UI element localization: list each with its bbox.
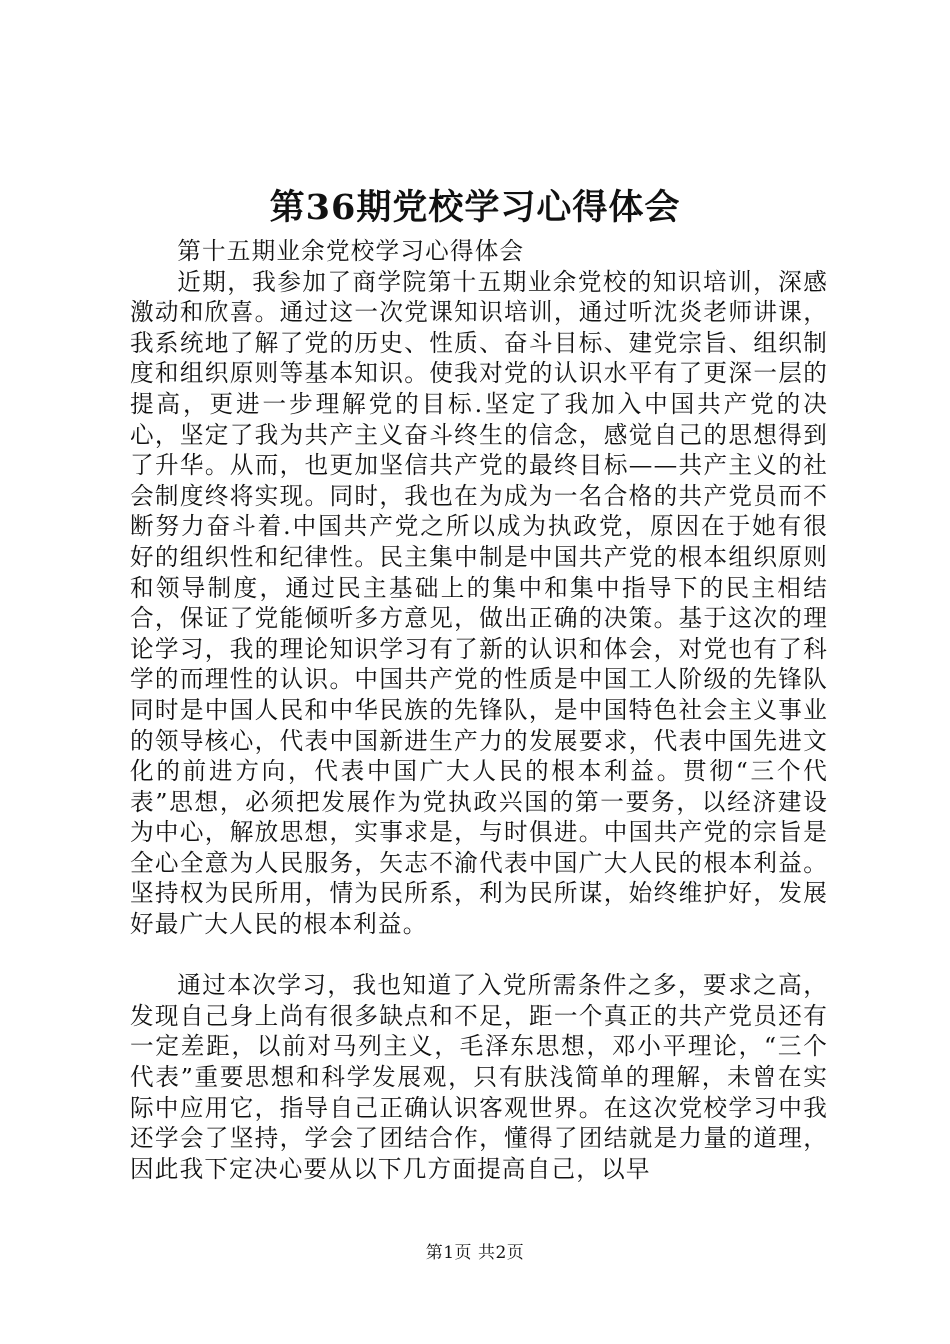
document-body — [130, 236, 828, 1184]
document-subtitle: 第十五期业余党校学习心得体会 — [177, 237, 525, 265]
page-indicator: 第1页 共2页 — [425, 1243, 525, 1263]
body-paragraph-2: 通过本次学习，我也知道了入党所需条件之多，要求之高，发现自己身上尚有很多缺点和不足，距一个真正的共产党员还有一定差距，以前对马列主义，毛泽东思想，邓小平理论，“三个代表”重要思想和科学发展观，只有肤浅简单的理解，未曾在实际中应用它，指导自己正确认识客观世界。在这次党校学习中我还学会了坚持，学会了团结合作，懂得了团结就是力量的道理，因此我下定决心要从以下几方面提高自己，以早 — [130, 971, 828, 1183]
body-paragraph-1: 近期，我参加了商学院第十五期业余党校的知识培训，深感激动和欣喜。通过这一次党课知识培训，通过听沈炎老师讲课，我系统地了解了党的历史、性质、奋斗目标、建党宗旨、组织制度和组织原则等基本知识。使我对党的认识水平有了更深一层的提高，更进一步理解党的目标.坚定了我加入中国共产党的决心，坚定了我为共产主义奋斗终生的信念，感觉自己的思想得到了升华。从而，也更加坚信共产党的最终目标——共产主义的社会制度终将实现。同时，我也在为成为一名合格的共产党员而不断努力奋斗着.中国共产党之所以成为执政党，原因在于她有很好的组织性和纪律性。民主集中制是中国共产党的根本组织原则和领导制度，通过民主基础上的集中和集中指导下的民主相结合，保证了党能倾听多方意见，做出正确的决策。基于这次的理论学习，我的理论知识学习有了新的认识和体会，对党也有了科学的而理性的认识。中国共产党的性质是中国工人阶级的先锋队同时是中国人民和中华民族的先锋队，是中国特色社会主义事业的领导核心，代表中国新进生产力的发展要求，代表中国先进文化的前进方向，代表中国广大人民的根本利益。贯彻“三个代表”思想，必须把发展作为党执政兴国的第一要务，以经济建设为中心，解放思想，实事求是，与时俱进。中国共产党的宗旨是全心全意为人民服务，矢志不渝代表中国广大人民的根本利益。坚持权为民所用，情为民所系，利为民所谋，始终维护好，发展好最广大人民的根本利益。 — [130, 267, 828, 939]
document-title: 第36期党校学习心得体会 — [269, 187, 681, 228]
